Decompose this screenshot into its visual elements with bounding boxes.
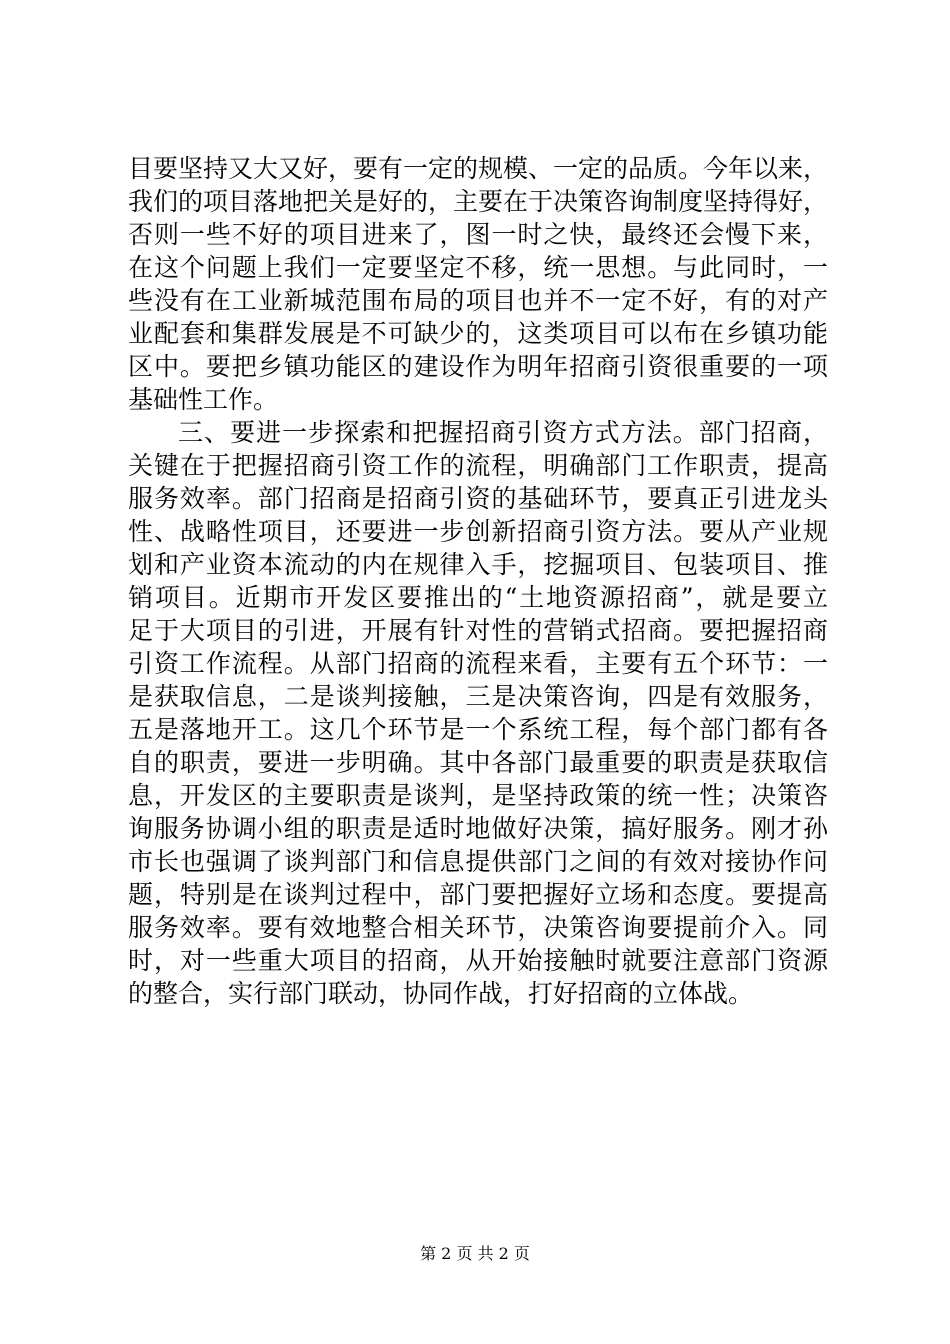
- text-line: 销项目。近期市开发区要推出的“土地资源招商”，就是要立: [128, 583, 828, 612]
- text-line: 基础性工作。: [128, 385, 279, 414]
- document-body: [128, 152, 828, 1010]
- text-line: 三、要进一步探索和把握招商引资方式方法。部门招商，: [178, 418, 828, 447]
- text-line: 否则一些不好的项目进来了，图一时之快，最终还会慢下来，: [128, 220, 828, 249]
- text-line: 划和产业资本流动的内在规律入手，挖掘项目、包装项目、推: [128, 550, 828, 579]
- text-line: 市长也强调了谈判部门和信息提供部门之间的有效对接协作问: [128, 847, 828, 876]
- text-line: 引资工作流程。从部门招商的流程来看，主要有五个环节：一: [128, 649, 828, 678]
- text-line: 服务效率。部门招商是招商引资的基础环节，要真正引进龙头: [128, 484, 828, 513]
- text-line: 目要坚持又大又好，要有一定的规模、一定的品质。今年以来，: [128, 154, 829, 183]
- text-line: 是获取信息，二是谈判接触，三是决策咨询，四是有效服务，: [128, 682, 828, 711]
- text-line: 在这个问题上我们一定要坚定不移，统一思想。与此同时，一: [128, 253, 828, 282]
- text-line: 性、战略性项目，还要进一步创新招商引资方法。要从产业规: [128, 517, 828, 546]
- text-line: 服务效率。要有效地整合相关环节，决策咨询要提前介入。同: [128, 913, 828, 942]
- page-number-label: 第 2 页 共 2 页: [420, 1244, 530, 1263]
- page-footer: [0, 1244, 950, 1264]
- text-line: 时，对一些重大项目的招商，从开始接触时就要注意部门资源: [128, 946, 828, 975]
- paragraph-2: [128, 416, 828, 1010]
- text-line: 业配套和集群发展是不可缺少的，这类项目可以布在乡镇功能: [128, 319, 828, 348]
- text-line: 自的职责，要进一步明确。其中各部门最重要的职责是获取信: [128, 748, 828, 777]
- text-line: 些没有在工业新城范围布局的项目也并不一定不好，有的对产: [128, 286, 828, 315]
- text-line: 关键在于把握招商引资工作的流程，明确部门工作职责，提高: [128, 451, 828, 480]
- text-line: 足于大项目的引进，开展有针对性的营销式招商。要把握招商: [128, 616, 828, 645]
- text-line: 的整合，实行部门联动，协同作战，打好招商的立体战。: [128, 979, 754, 1008]
- text-line: 询服务协调小组的职责是适时地做好决策，搞好服务。刚才孙: [128, 814, 828, 843]
- text-line: 题，特别是在谈判过程中，部门要把握好立场和态度。要提高: [128, 880, 828, 909]
- text-line: 息，开发区的主要职责是谈判，是坚持政策的统一性；决策咨: [128, 781, 828, 810]
- text-line: 五是落地开工。这几个环节是一个系统工程，每个部门都有各: [128, 715, 828, 744]
- paragraph-1: [128, 152, 828, 416]
- text-line: 区中。要把乡镇功能区的建设作为明年招商引资很重要的一项: [128, 352, 828, 381]
- text-line: 我们的项目落地把关是好的，主要在于决策咨询制度坚持得好，: [128, 187, 829, 216]
